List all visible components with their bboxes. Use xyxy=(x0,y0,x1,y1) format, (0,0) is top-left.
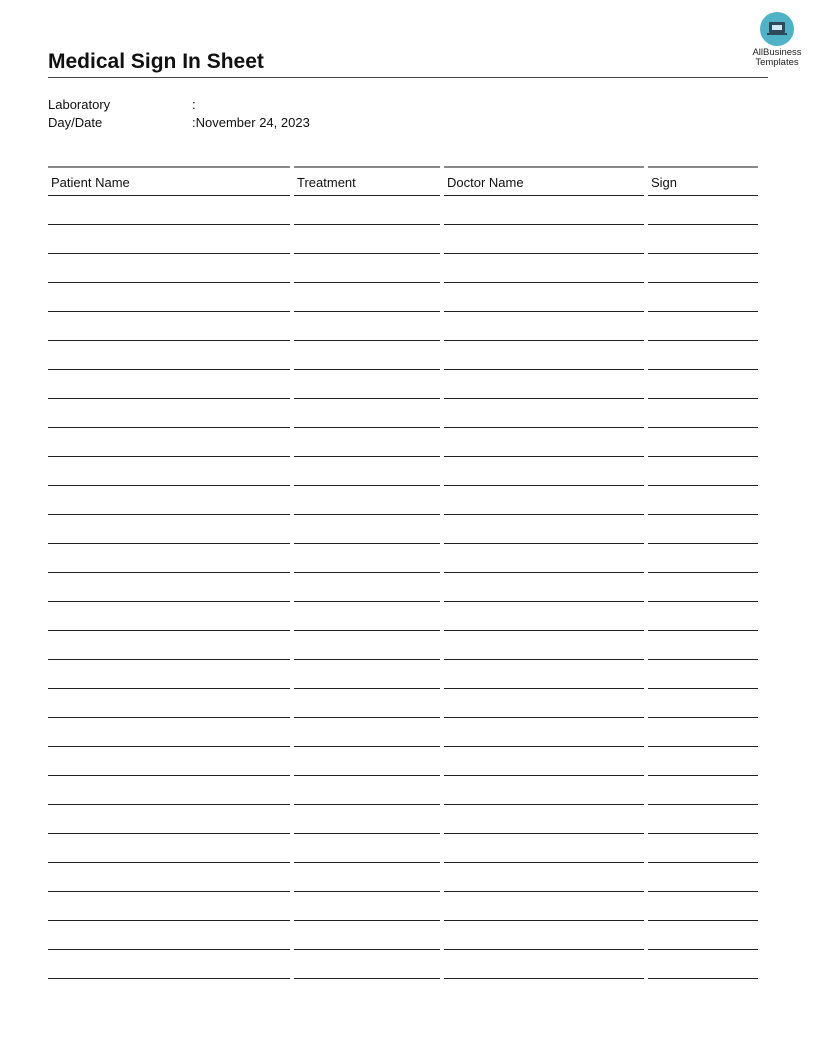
table-cell[interactable] xyxy=(294,776,440,805)
column-header-treatment: Treatment xyxy=(294,168,440,196)
table-cell[interactable] xyxy=(444,776,644,805)
column-header-sign: Sign xyxy=(648,168,758,196)
column-doctor-name xyxy=(444,166,644,979)
table-cell[interactable] xyxy=(294,196,440,225)
table-cell[interactable] xyxy=(48,341,290,370)
column-patient-name xyxy=(48,166,290,979)
table-cell[interactable] xyxy=(648,631,758,660)
table-cell[interactable] xyxy=(444,950,644,979)
column-sign xyxy=(648,166,758,979)
table-cell[interactable] xyxy=(444,573,644,602)
table-cell[interactable] xyxy=(48,225,290,254)
table-cell[interactable] xyxy=(48,428,290,457)
table-cell[interactable] xyxy=(294,631,440,660)
laboratory-label: Laboratory xyxy=(48,97,111,112)
table-cell[interactable] xyxy=(648,370,758,399)
table-cell[interactable] xyxy=(294,544,440,573)
table-cell[interactable] xyxy=(294,834,440,863)
table-cell[interactable] xyxy=(648,515,758,544)
column-header-doctor-name: Doctor Name xyxy=(444,168,644,196)
table-cell[interactable] xyxy=(294,515,440,544)
table-cell[interactable] xyxy=(294,225,440,254)
table-cell[interactable] xyxy=(48,254,290,283)
brand-name-line2: Templates xyxy=(755,57,799,68)
table-cell[interactable] xyxy=(294,921,440,950)
table-cell[interactable] xyxy=(648,457,758,486)
table-cell[interactable] xyxy=(648,312,758,341)
table-cell[interactable] xyxy=(444,486,644,515)
table-cell[interactable] xyxy=(294,689,440,718)
table-cell[interactable] xyxy=(48,515,290,544)
table-cell[interactable] xyxy=(48,718,290,747)
table-cell[interactable] xyxy=(444,312,644,341)
table-cell[interactable] xyxy=(444,225,644,254)
table-cell[interactable] xyxy=(648,747,758,776)
table-cell[interactable] xyxy=(294,805,440,834)
table-cell[interactable] xyxy=(648,718,758,747)
brand-logo xyxy=(742,12,812,68)
table-cell[interactable] xyxy=(294,399,440,428)
table-cell[interactable] xyxy=(294,660,440,689)
table-cell[interactable] xyxy=(294,573,440,602)
table-cell[interactable] xyxy=(48,863,290,892)
table-cell[interactable] xyxy=(648,399,758,428)
table-cell[interactable] xyxy=(648,689,758,718)
patient-name-cells xyxy=(48,196,290,979)
table-cell[interactable] xyxy=(648,341,758,370)
date-label: Day/Date xyxy=(48,115,103,130)
brand-name xyxy=(742,48,812,68)
table-cell[interactable] xyxy=(294,370,440,399)
table-cell[interactable] xyxy=(294,283,440,312)
table-cell[interactable] xyxy=(48,544,290,573)
table-cell[interactable] xyxy=(648,486,758,515)
table-cell[interactable] xyxy=(648,225,758,254)
table-cell[interactable] xyxy=(48,950,290,979)
table-cell[interactable] xyxy=(48,660,290,689)
table-cell[interactable] xyxy=(444,689,644,718)
table-cell[interactable] xyxy=(444,254,644,283)
table-cell[interactable] xyxy=(48,834,290,863)
table-cell[interactable] xyxy=(294,602,440,631)
table-cell[interactable] xyxy=(444,631,644,660)
table-cell[interactable] xyxy=(444,805,644,834)
laboratory-value[interactable]: : xyxy=(192,97,196,112)
table-cell[interactable] xyxy=(444,399,644,428)
table-cell[interactable] xyxy=(444,921,644,950)
treatment-cells xyxy=(294,196,440,979)
column-treatment xyxy=(294,166,440,979)
table-cell[interactable] xyxy=(48,689,290,718)
table-cell[interactable] xyxy=(648,544,758,573)
table-cell[interactable] xyxy=(648,892,758,921)
table-cell[interactable] xyxy=(294,486,440,515)
title-divider xyxy=(48,77,768,78)
table-cell[interactable] xyxy=(294,457,440,486)
column-header-patient-name: Patient Name xyxy=(48,168,290,196)
table-cell[interactable] xyxy=(48,399,290,428)
table-cell[interactable] xyxy=(294,312,440,341)
table-cell[interactable] xyxy=(648,428,758,457)
table-cell[interactable] xyxy=(48,805,290,834)
table-cell[interactable] xyxy=(48,283,290,312)
table-cell[interactable] xyxy=(648,196,758,225)
laptop-icon xyxy=(760,12,794,46)
table-cell[interactable] xyxy=(648,950,758,979)
table-cell[interactable] xyxy=(48,892,290,921)
table-cell[interactable] xyxy=(294,747,440,776)
table-cell[interactable] xyxy=(648,573,758,602)
table-cell[interactable] xyxy=(48,631,290,660)
table-cell[interactable] xyxy=(294,863,440,892)
table-cell[interactable] xyxy=(444,834,644,863)
table-cell[interactable] xyxy=(48,486,290,515)
table-cell[interactable] xyxy=(294,892,440,921)
table-cell[interactable] xyxy=(444,863,644,892)
table-cell[interactable] xyxy=(648,921,758,950)
table-cell[interactable] xyxy=(48,747,290,776)
table-cell[interactable] xyxy=(48,921,290,950)
table-cell[interactable] xyxy=(294,428,440,457)
table-cell[interactable] xyxy=(648,602,758,631)
table-cell[interactable] xyxy=(294,341,440,370)
table-cell[interactable] xyxy=(648,805,758,834)
table-cell[interactable] xyxy=(294,254,440,283)
table-cell[interactable] xyxy=(294,950,440,979)
table-cell[interactable] xyxy=(648,660,758,689)
table-cell[interactable] xyxy=(444,660,644,689)
sign-cells xyxy=(648,196,758,979)
table-cell[interactable] xyxy=(48,573,290,602)
table-cell[interactable] xyxy=(48,370,290,399)
table-cell[interactable] xyxy=(48,602,290,631)
date-value[interactable]: :November 24, 2023 xyxy=(192,115,310,130)
table-cell[interactable] xyxy=(444,283,644,312)
table-cell[interactable] xyxy=(648,254,758,283)
table-cell[interactable] xyxy=(444,602,644,631)
table-cell[interactable] xyxy=(48,312,290,341)
table-cell[interactable] xyxy=(48,457,290,486)
table-cell[interactable] xyxy=(444,341,644,370)
table-cell[interactable] xyxy=(444,515,644,544)
table-cell[interactable] xyxy=(444,718,644,747)
table-cell[interactable] xyxy=(444,747,644,776)
table-cell[interactable] xyxy=(648,863,758,892)
doctor-name-cells xyxy=(444,196,644,979)
table-cell[interactable] xyxy=(48,776,290,805)
page-title: Medical Sign In Sheet xyxy=(48,50,264,73)
table-cell[interactable] xyxy=(444,370,644,399)
table-cell[interactable] xyxy=(444,544,644,573)
brand-name-line1: AllBusiness xyxy=(752,47,802,58)
table-cell[interactable] xyxy=(648,776,758,805)
table-cell[interactable] xyxy=(444,457,644,486)
table-cell[interactable] xyxy=(444,892,644,921)
table-cell[interactable] xyxy=(648,834,758,863)
table-cell[interactable] xyxy=(444,196,644,225)
table-cell[interactable] xyxy=(444,428,644,457)
table-cell[interactable] xyxy=(294,718,440,747)
table-cell[interactable] xyxy=(48,196,290,225)
table-cell[interactable] xyxy=(648,283,758,312)
